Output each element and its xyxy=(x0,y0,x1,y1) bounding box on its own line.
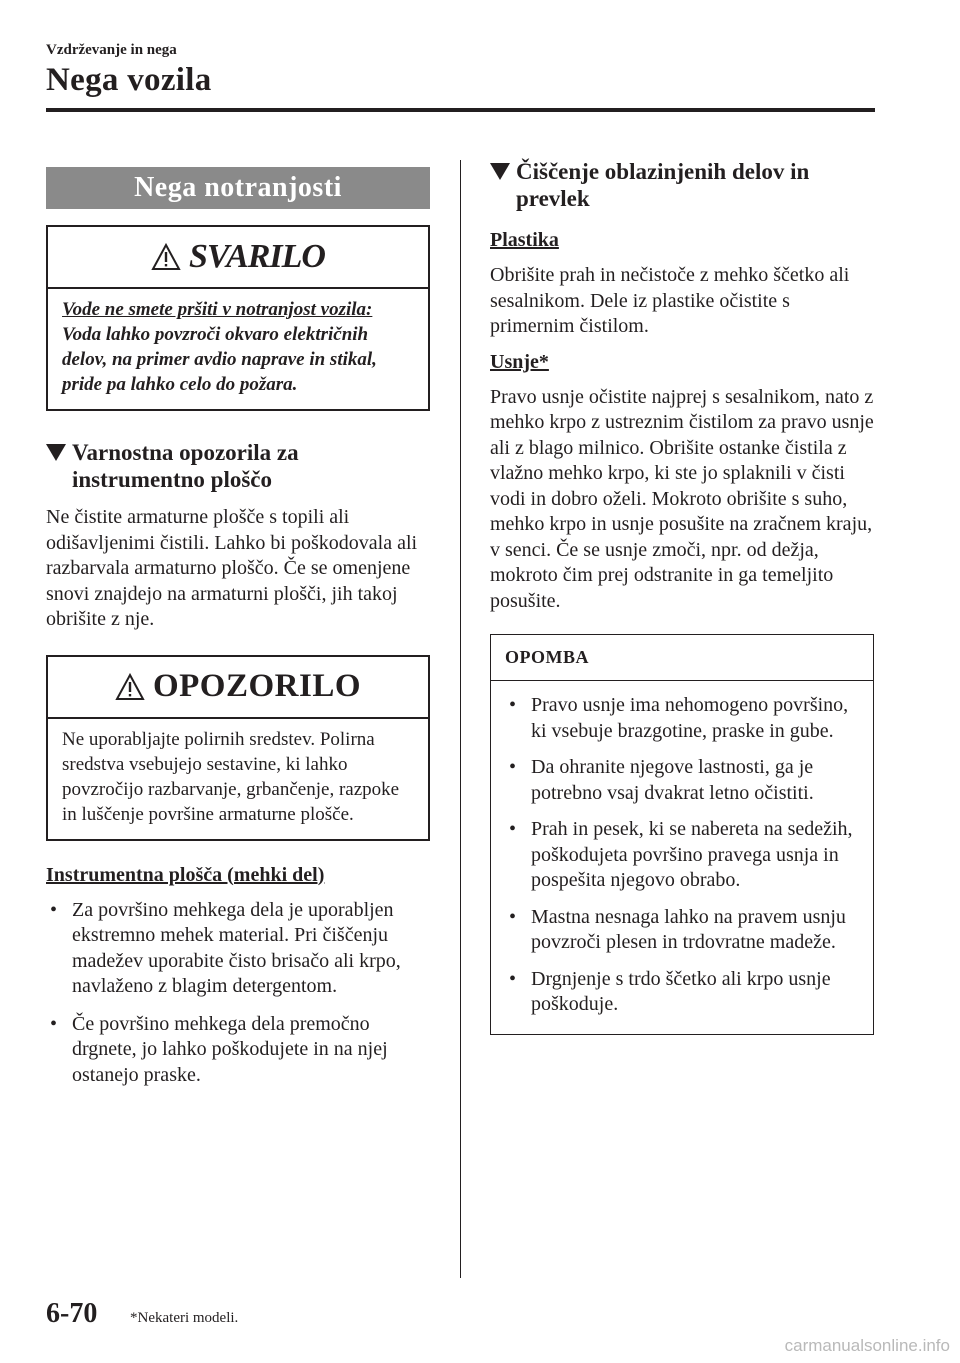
plastika-heading: Plastika xyxy=(490,229,559,251)
opozorilo-body: Ne uporabljajte polirnih sredstev. Polirna sredstva vsebujejo sestavine, ki lahko povzročijo razbarvanje, grbančenje, razpoke in luščenje površine armaturne plošče. xyxy=(62,728,400,825)
bullet-icon: • xyxy=(509,905,517,928)
soft-part-list xyxy=(46,898,430,1089)
warning-triangle-icon xyxy=(151,243,181,271)
heading-line: Varnostna opozorila za xyxy=(72,440,299,465)
opomba-box xyxy=(490,634,874,1035)
svarilo-body xyxy=(48,289,428,409)
list-item xyxy=(505,817,859,894)
section-heading-upholstery xyxy=(490,158,874,212)
bullet-icon: • xyxy=(509,694,517,716)
opozorilo-box xyxy=(46,655,430,841)
plastika-text: Obrišite prah in nečistoče z mehko ščetko ali sesalnikom. Dele iz plastike očistite s primernim čistilom. xyxy=(490,264,850,337)
bullet-icon: • xyxy=(50,898,58,921)
list-item-text: Za površino mehkega dela je uporabljen ekstremno mehek material. Pri čiščenju madežev uporabite čisto brisačo ali krpo, navlaženo z blagim detergentom. xyxy=(72,898,401,997)
page-title: Nega vozila xyxy=(46,62,212,98)
list-item xyxy=(46,898,430,1000)
soft-part-heading: Instrumentna plošča (mehki del) xyxy=(46,863,325,886)
breadcrumb: Vzdrževanje in nega xyxy=(46,42,177,58)
section-heading-instrument-safety xyxy=(46,439,430,493)
list-item-text: Mastna nesnaga lahko na pravem usnju povzroči plesen in trdovratne madeže. xyxy=(531,905,846,953)
bullet-icon: • xyxy=(509,756,517,778)
list-item xyxy=(46,1012,430,1089)
usnje-heading: Usnje* xyxy=(490,350,549,373)
section-triangle-icon xyxy=(490,163,510,180)
page-number: 6-70 xyxy=(46,1298,98,1329)
list-item xyxy=(505,693,859,744)
right-column xyxy=(490,158,874,1035)
svarilo-label: SVARILO xyxy=(189,238,325,275)
section-banner: Nega notranjosti xyxy=(46,167,430,209)
usnje-text: Pravo usnje očistite najprej s sesalnikom, nato z mehko krpo z ustreznim čistilom za pravo usnje ali z blago milnico. Obrišite ostanke čistila z vlažno mehko krpo, ki ste jo splaknili v čisti vodi in dobro oželi. Mokroto obrišite s suho, mehko krpo in usnje posušite na zračnem kraju, v senci. Če se usnje zmoči, npr. od dežja, mokroto čim prej odstranite in ga temeljito posušite. xyxy=(490,385,874,612)
warning-triangle-icon xyxy=(115,673,145,701)
svarilo-box xyxy=(46,225,430,411)
watermark: carmanualsonline.info xyxy=(784,1336,950,1355)
list-item xyxy=(505,755,859,806)
left-column xyxy=(46,167,430,1088)
svarilo-header xyxy=(48,227,428,289)
heading-line: prevlek xyxy=(516,186,590,211)
opomba-list xyxy=(491,681,873,1034)
footnote: *Nekateri modeli. xyxy=(130,1310,239,1326)
list-item-text: Pravo usnje ima nehomogeno površino, ki vsebuje brazgotine, praske in gube. xyxy=(531,694,849,742)
list-item-text: Drgnjenje s trdo ščetko ali krpo usnje poškoduje. xyxy=(531,967,831,1015)
opozorilo-label: OPOZORILO xyxy=(152,668,362,704)
list-item-text: Če površino mehkega dela premočno drgnete, jo lahko poškodujete in na njej ostanejo praske. xyxy=(72,1012,388,1086)
opomba-label: OPOMBA xyxy=(491,635,873,681)
title-rule xyxy=(46,108,875,112)
bullet-icon: • xyxy=(50,1012,58,1035)
list-item-text: Da ohranite njegove lastnosti, ga je potrebno vsaj dvakrat letno očistiti. xyxy=(531,756,814,804)
instrument-paragraph: Ne čistite armaturne plošče s topili ali odišavljenimi čistili. Lahko bi poškodovala ali razbarvala armaturno ploščo. Če se omenjene snovi znajdejo na armaturni plošči, jih takoj obrišite z nje. xyxy=(46,506,418,630)
bullet-icon: • xyxy=(509,967,517,990)
list-item xyxy=(505,967,859,1018)
svarilo-lead: Vode ne smete pršiti v notranjost vozila: xyxy=(62,299,373,320)
heading-line: instrumentno ploščo xyxy=(72,467,272,492)
heading-line: Čiščenje oblazinjenih delov in xyxy=(516,159,810,184)
list-item xyxy=(505,905,859,956)
opozorilo-header xyxy=(48,657,428,719)
section-triangle-icon xyxy=(46,444,66,461)
column-divider xyxy=(460,160,461,1278)
list-item-text: Prah in pesek, ki se nabereta na sedežih, poškodujeta površino pravega usnja in pospešita njegovo obrabo. xyxy=(531,818,853,891)
bullet-icon: • xyxy=(509,818,517,840)
svarilo-text: Voda lahko povzroči okvaro električnih delov, na primer avdio naprave in stikal, pride pa lahko celo do požara. xyxy=(62,324,377,395)
